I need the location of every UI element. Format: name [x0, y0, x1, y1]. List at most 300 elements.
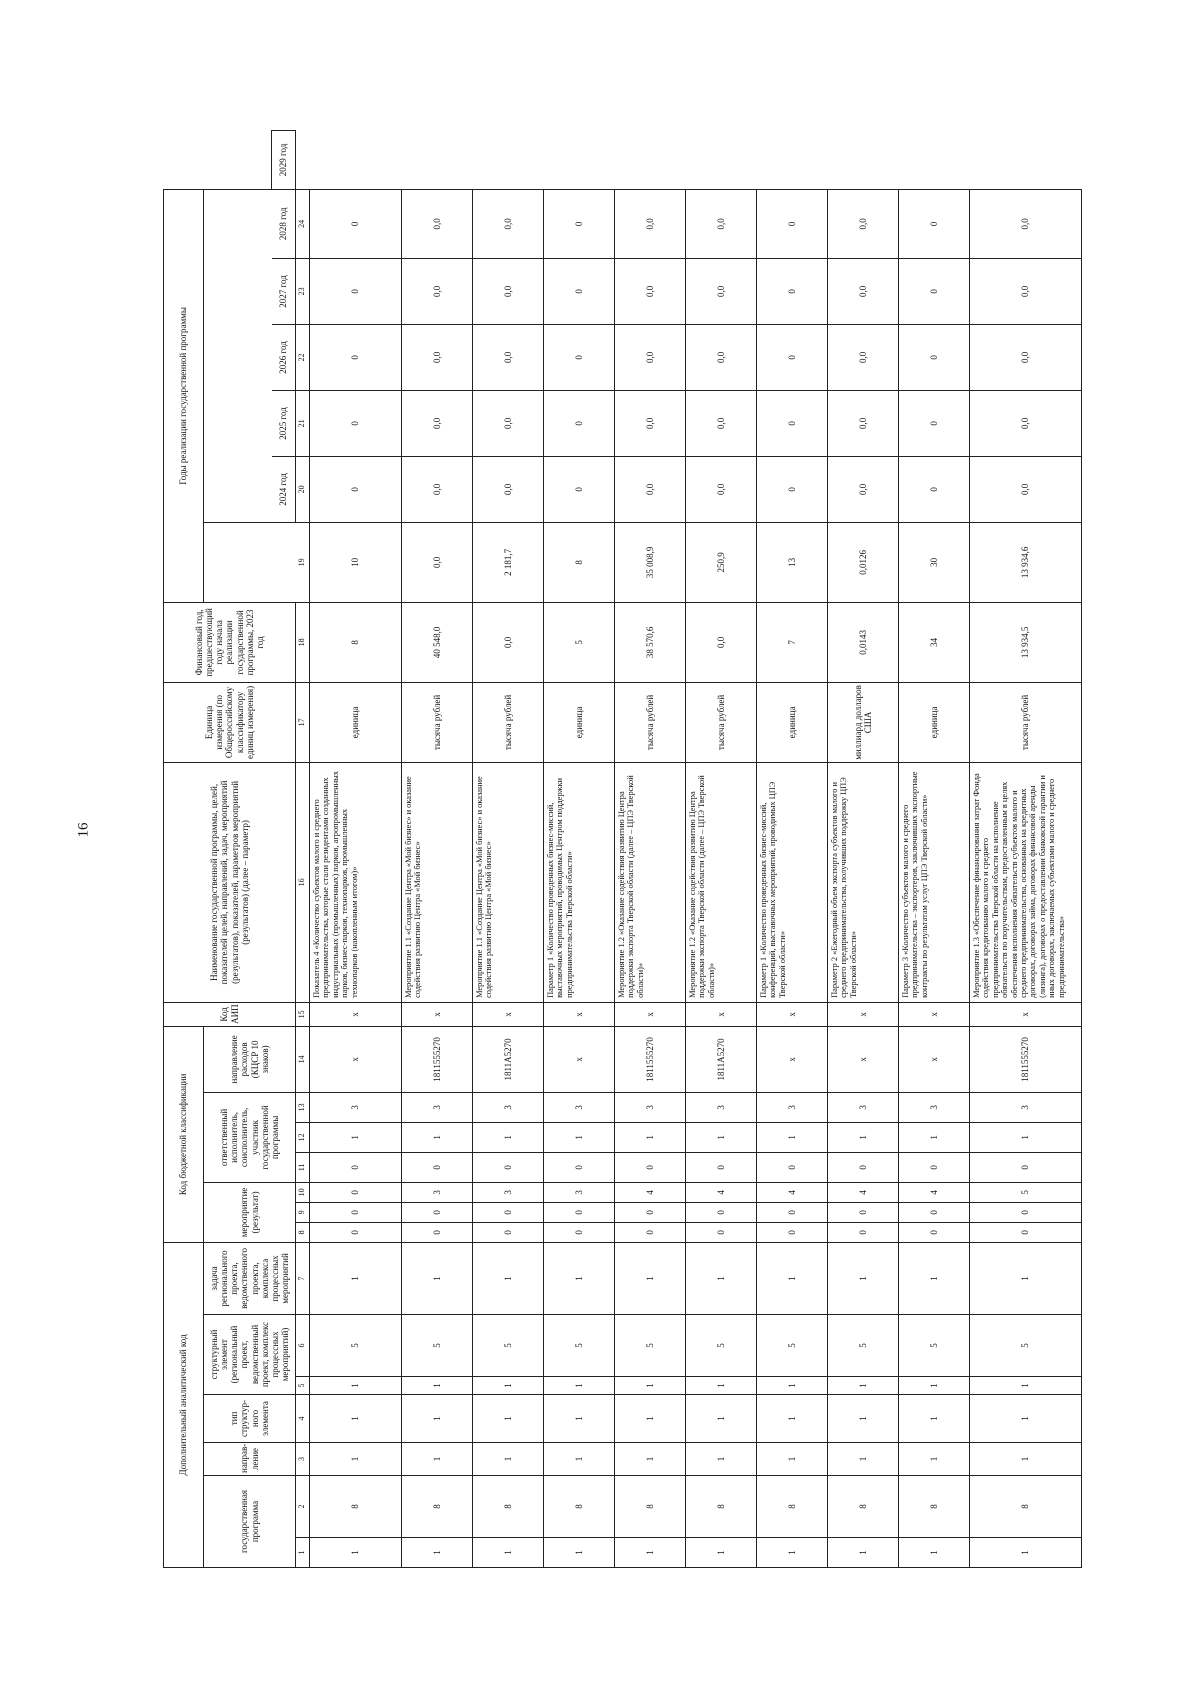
rotated-table-container [163, 130, 1066, 1568]
row-year-value: 0,0 [970, 456, 1082, 522]
code-event-2: 0 [615, 1202, 686, 1222]
header-unit: Единица измерения (по Общероссийскому классификатору единиц измерения) [164, 682, 296, 762]
row-year-value: 0,0 [615, 456, 686, 522]
code-executor-2: 1 [615, 1122, 686, 1152]
code-expense-direction: х [899, 1026, 970, 1092]
column-number: 2 [296, 1476, 310, 1538]
row-year-value: 0 [310, 324, 402, 390]
row-year-value: 0,0 [686, 189, 757, 258]
code-executor-1: 0 [757, 1152, 828, 1182]
row-fin-2023: 0,0 [686, 602, 757, 682]
code-executor-3: 3 [757, 1092, 828, 1122]
table-row [544, 131, 615, 1568]
row-year-value: 0,0 [615, 258, 686, 324]
code-executor-3: 3 [615, 1092, 686, 1122]
code-executor-1: 0 [402, 1152, 473, 1182]
code-event-3: 5 [970, 1182, 1082, 1202]
row-year-value: 0 [310, 456, 402, 522]
row-year-value: 0,0 [473, 189, 544, 258]
code-struct-element-2: 5 [402, 1315, 473, 1377]
row-year-value: 35 008,9 [615, 522, 686, 602]
row-year-value: 0 [310, 189, 402, 258]
row-year-value: 13 934,6 [970, 522, 1082, 602]
code-gos-program-2: 8 [970, 1476, 1082, 1538]
code-executor-2: 1 [473, 1122, 544, 1152]
row-name: Мероприятие 1.1 «Создание Центра «Мой бизнес» и оказание содействия развитию Центра «Мой бизнес» [473, 762, 544, 1002]
code-gos-program-2: 8 [473, 1476, 544, 1538]
code-event-2: 0 [757, 1202, 828, 1222]
column-number: 21 [296, 390, 310, 456]
row-unit: миллиард долларов США [828, 682, 899, 762]
column-number: 12 [296, 1122, 310, 1152]
code-struct-type: 1 [310, 1395, 402, 1443]
row-unit: единица [757, 682, 828, 762]
row-year-value: 0 [544, 324, 615, 390]
code-event-3: 4 [615, 1182, 686, 1202]
row-year-value: 0,0 [402, 390, 473, 456]
header-gos-program: государственная программа [204, 1476, 296, 1568]
column-number: 13 [296, 1092, 310, 1122]
code-aip: х [402, 1002, 473, 1026]
row-name: Мероприятие 1.2 «Оказание содействия развитию Центра поддержки экспорта Тверской области (далее – ЦПЭ Тверской области)» [615, 762, 686, 1002]
row-unit: единица [544, 682, 615, 762]
row-year-value: 2 181,7 [473, 522, 544, 602]
code-gos-program-2: 8 [310, 1476, 402, 1538]
code-executor-3: 3 [899, 1092, 970, 1122]
code-executor-2: 1 [544, 1122, 615, 1152]
code-expense-direction: 1811555270 [615, 1026, 686, 1092]
column-number: 7 [296, 1242, 310, 1314]
code-aip: х [757, 1002, 828, 1026]
code-event-1: 0 [899, 1222, 970, 1242]
header-year-2024: 2024 год [272, 456, 296, 522]
header-year-2025: 2025 год [272, 390, 296, 456]
code-aip: х [310, 1002, 402, 1026]
code-gos-program-1: 1 [615, 1538, 686, 1568]
column-number: 11 [296, 1152, 310, 1182]
code-aip: х [686, 1002, 757, 1026]
row-year-value: 250,9 [686, 522, 757, 602]
code-expense-direction: х [544, 1026, 615, 1092]
code-event-2: 0 [686, 1202, 757, 1222]
header-event: мероприятие (результат) [204, 1182, 296, 1242]
row-year-value: 0,0 [970, 324, 1082, 390]
row-year-value: 0,0 [686, 456, 757, 522]
code-aip: х [544, 1002, 615, 1026]
code-executor-3: 3 [473, 1092, 544, 1122]
column-number: 22 [296, 324, 310, 390]
row-name: Мероприятие 1.2 «Оказание содействия развитию Центра поддержки экспорта Тверской области (далее – ЦПЭ Тверской области)» [686, 762, 757, 1002]
row-year-value: 0 [899, 390, 970, 456]
row-year-value: 0,0 [402, 324, 473, 390]
row-fin-2023: 34 [899, 602, 970, 682]
code-event-3: 4 [828, 1182, 899, 1202]
code-struct-type: 1 [615, 1395, 686, 1443]
column-number: 6 [296, 1315, 310, 1377]
table-row [615, 131, 686, 1568]
row-year-value: 0 [310, 258, 402, 324]
code-struct-element-1: 1 [310, 1377, 402, 1395]
header-year-2029: 2029 год [272, 131, 296, 190]
row-year-value: 0,0 [615, 390, 686, 456]
code-struct-type: 1 [473, 1395, 544, 1443]
code-task: 1 [970, 1242, 1082, 1314]
row-year-value: 0,0 [970, 189, 1082, 258]
code-task: 1 [828, 1242, 899, 1314]
table-row [473, 131, 544, 1568]
code-struct-type: 1 [828, 1395, 899, 1443]
code-struct-type: 1 [544, 1395, 615, 1443]
row-year-value: 0,0 [828, 324, 899, 390]
code-executor-2: 1 [970, 1122, 1082, 1152]
code-executor-3: 3 [686, 1092, 757, 1122]
row-name: Параметр 2 «Ежегодный объем экспорта субъектов малого и среднего предпринимательства, получивших поддержку ЦПЭ Тверской области» [828, 762, 899, 1002]
code-gos-program-2: 8 [899, 1476, 970, 1538]
row-year-value: 0,0 [473, 324, 544, 390]
code-executor-2: 1 [310, 1122, 402, 1152]
header-year-2028: 2028 год [272, 189, 296, 258]
row-year-value: 0 [899, 258, 970, 324]
code-direction: 1 [828, 1443, 899, 1476]
code-task: 1 [686, 1242, 757, 1314]
code-event-1: 0 [757, 1222, 828, 1242]
row-year-value: 0,0 [473, 258, 544, 324]
row-year-value: 0 [899, 189, 970, 258]
code-task: 1 [544, 1242, 615, 1314]
header-year-2027: 2027 год [272, 258, 296, 324]
row-fin-2023: 0,0 [473, 602, 544, 682]
column-number: 24 [296, 189, 310, 258]
code-gos-program-1: 1 [970, 1538, 1082, 1568]
row-year-value: 0,0 [686, 258, 757, 324]
code-event-3: 0 [310, 1182, 402, 1202]
code-gos-program-2: 8 [544, 1476, 615, 1538]
code-struct-type: 1 [970, 1395, 1082, 1443]
code-event-2: 0 [970, 1202, 1082, 1222]
column-number: 17 [296, 682, 310, 762]
code-event-2: 0 [473, 1202, 544, 1222]
code-gos-program-2: 8 [757, 1476, 828, 1538]
row-year-value: 10 [310, 522, 402, 602]
header-expense-direction: направление расходов (КЦСР 10 знаков) [204, 1026, 296, 1092]
code-executor-1: 0 [899, 1152, 970, 1182]
code-struct-element-1: 1 [544, 1377, 615, 1395]
code-event-2: 0 [828, 1202, 899, 1222]
code-event-1: 0 [402, 1222, 473, 1242]
header-fin-year: Финансовый год, предшествующий году начала реализации государственной программы, 2023 год [164, 602, 296, 682]
code-task: 1 [899, 1242, 970, 1314]
code-task: 1 [757, 1242, 828, 1314]
code-executor-3: 3 [828, 1092, 899, 1122]
code-event-2: 0 [402, 1202, 473, 1222]
code-task: 1 [473, 1242, 544, 1314]
code-task: 1 [615, 1242, 686, 1314]
row-name: Параметр 3 «Количество субъектов малого и среднего предпринимательства – экспортеров, заключивших экспортные контракты по результатам услуг ЦПЭ Тверской области» [899, 762, 970, 1002]
header-blank [204, 522, 296, 602]
code-struct-element-2: 5 [615, 1315, 686, 1377]
code-direction: 1 [544, 1443, 615, 1476]
code-gos-program-1: 1 [828, 1538, 899, 1568]
row-unit: тысяча рублей [970, 682, 1082, 762]
column-number: 16 [296, 762, 310, 1002]
header-aip-code: Код АИП [164, 1002, 296, 1026]
code-event-1: 0 [615, 1222, 686, 1242]
program-indicators-table [163, 130, 1082, 1568]
code-executor-1: 0 [615, 1152, 686, 1182]
code-direction: 1 [970, 1443, 1082, 1476]
table-row [899, 131, 970, 1568]
row-unit: единица [310, 682, 402, 762]
code-struct-element-1: 1 [970, 1377, 1082, 1395]
code-event-1: 0 [828, 1222, 899, 1242]
code-expense-direction: 1811555270 [402, 1026, 473, 1092]
row-fin-2023: 0,0143 [828, 602, 899, 682]
row-year-value: 0 [757, 189, 828, 258]
header-struct-type: тип структур-ного элемента [204, 1395, 296, 1443]
row-name: Мероприятие 1.3 «Обеспечение финансирования затрат Фонда содействия кредитованию малого и среднего предпринимательства Тверской области на исполнение обязательств по поручительствам, предоставленным в целях обеспечения исполнения обязательств субъектов малого и среднего предпринимательства, основанных на кредитных договорах, договорах займа, договорах финансовой аренды (лизинга), договорах о предоставлении банковской гарантии и иных договорах, заключаемых субъектами малого и среднего предпринимательства» [970, 762, 1082, 1002]
header-year-2026: 2026 год [272, 324, 296, 390]
row-year-value: 0,0 [686, 390, 757, 456]
row-unit: тысяча рублей [686, 682, 757, 762]
code-gos-program-1: 1 [402, 1538, 473, 1568]
code-struct-type: 1 [686, 1395, 757, 1443]
row-fin-2023: 7 [757, 602, 828, 682]
code-struct-type: 1 [402, 1395, 473, 1443]
code-event-1: 0 [970, 1222, 1082, 1242]
code-struct-element-2: 5 [310, 1315, 402, 1377]
code-struct-element-2: 5 [899, 1315, 970, 1377]
column-number: 15 [296, 1002, 310, 1026]
code-executor-3: 3 [544, 1092, 615, 1122]
code-executor-2: 1 [686, 1122, 757, 1152]
row-year-value: 0 [544, 390, 615, 456]
row-name: Мероприятие 1.1 «Создание Центра «Мой бизнес» и оказание содействия развитию Центра «Мой бизнес» [402, 762, 473, 1002]
code-executor-1: 0 [544, 1152, 615, 1182]
code-executor-2: 1 [402, 1122, 473, 1152]
column-number: 1 [296, 1538, 310, 1568]
row-year-value: 0,0126 [828, 522, 899, 602]
header-years-group: Годы реализации государственной программы [164, 189, 204, 602]
code-struct-element-2: 5 [544, 1315, 615, 1377]
code-aip: х [473, 1002, 544, 1026]
column-number: 23 [296, 258, 310, 324]
column-number-row [296, 131, 310, 1568]
code-gos-program-1: 1 [473, 1538, 544, 1568]
row-year-value: 0,0 [686, 324, 757, 390]
code-event-3: 3 [544, 1182, 615, 1202]
row-year-value: 0,0 [402, 456, 473, 522]
row-year-value: 0,0 [402, 258, 473, 324]
row-year-value: 8 [544, 522, 615, 602]
code-gos-program-1: 1 [310, 1538, 402, 1568]
row-year-value: 0 [544, 189, 615, 258]
code-task: 1 [402, 1242, 473, 1314]
code-executor-3: 3 [310, 1092, 402, 1122]
column-number: 19 [296, 522, 310, 602]
code-executor-1: 0 [310, 1152, 402, 1182]
code-executor-3: 3 [970, 1092, 1082, 1122]
column-number: 18 [296, 602, 310, 682]
code-executor-1: 0 [970, 1152, 1082, 1182]
code-event-1: 0 [473, 1222, 544, 1242]
code-gos-program-1: 1 [686, 1538, 757, 1568]
code-gos-program-2: 8 [402, 1476, 473, 1538]
row-unit: тысяча рублей [473, 682, 544, 762]
code-expense-direction: х [757, 1026, 828, 1092]
code-gos-program-1: 1 [757, 1538, 828, 1568]
row-name: Показатель 4 «Количество субъектов малого и среднего предпринимательства, которые стали резидентами созданных индустриальных (промышленных) парков, агропромышленных парков, бизнес-парков, технопарков, промышленных технопарков (накопленным итогом)» [310, 762, 402, 1002]
table-row [970, 131, 1082, 1568]
code-gos-program-2: 8 [828, 1476, 899, 1538]
code-struct-element-2: 5 [757, 1315, 828, 1377]
code-event-1: 0 [686, 1222, 757, 1242]
row-year-value: 0,0 [473, 456, 544, 522]
row-unit: тысяча рублей [402, 682, 473, 762]
code-direction: 1 [402, 1443, 473, 1476]
row-year-value: 0 [544, 258, 615, 324]
code-executor-2: 1 [899, 1122, 970, 1152]
row-year-value: 0,0 [615, 189, 686, 258]
column-number: 3 [296, 1443, 310, 1476]
code-executor-2: 1 [757, 1122, 828, 1152]
code-expense-direction: 1811А5270 [686, 1026, 757, 1092]
row-year-value: 0,0 [473, 390, 544, 456]
header-budget-code: Код бюджетной классификации [164, 1026, 204, 1242]
table-row [757, 131, 828, 1568]
header-struct-element: структурный элемент (региональный проект, ведомственный проект, комплекс процессных мероприятий) [204, 1315, 296, 1395]
code-direction: 1 [473, 1443, 544, 1476]
row-year-value: 0 [899, 324, 970, 390]
row-year-value: 0,0 [970, 258, 1082, 324]
column-number: 8 [296, 1222, 310, 1242]
column-number: 20 [296, 456, 310, 522]
code-event-1: 0 [310, 1222, 402, 1242]
code-executor-3: 3 [402, 1092, 473, 1122]
code-struct-element-2: 5 [828, 1315, 899, 1377]
table-row [828, 131, 899, 1568]
row-year-value: 0 [757, 258, 828, 324]
code-direction: 1 [686, 1443, 757, 1476]
table-row [686, 131, 757, 1568]
code-executor-1: 0 [473, 1152, 544, 1182]
code-expense-direction: 1811А5270 [473, 1026, 544, 1092]
table-row [402, 131, 473, 1568]
code-struct-element-2: 5 [686, 1315, 757, 1377]
table-body [310, 131, 1082, 1568]
row-year-value: 0 [544, 456, 615, 522]
code-gos-program-1: 1 [544, 1538, 615, 1568]
row-name: Параметр 1 «Количество проведенных бизнес-миссий, выставочных мероприятий, проводимых Центром поддержки предпринимательства Тверской области» [544, 762, 615, 1002]
row-year-value: 0,0 [970, 390, 1082, 456]
header-executor: ответственный исполнитель, соисполнитель, участник государственной программы [204, 1092, 296, 1182]
code-struct-element-1: 1 [473, 1377, 544, 1395]
column-number: 14 [296, 1026, 310, 1092]
code-struct-element-1: 1 [615, 1377, 686, 1395]
table-row [310, 131, 402, 1568]
header-direction: направ-ление [204, 1443, 296, 1476]
header-additional-code: Дополнительный аналитический код [164, 1242, 204, 1567]
code-gos-program-2: 8 [686, 1476, 757, 1538]
row-fin-2023: 40 548,0 [402, 602, 473, 682]
row-year-value: 0,0 [402, 189, 473, 258]
code-struct-type: 1 [757, 1395, 828, 1443]
row-year-value: 30 [899, 522, 970, 602]
code-struct-type: 1 [899, 1395, 970, 1443]
row-year-value: 0 [899, 456, 970, 522]
header-task: задача регионального проекта, ведомственного проекта, комплекса процессных мероприятий [204, 1242, 296, 1314]
column-number: 9 [296, 1202, 310, 1222]
code-expense-direction: х [828, 1026, 899, 1092]
row-unit: тысяча рублей [615, 682, 686, 762]
row-year-value: 0 [757, 324, 828, 390]
row-year-value: 13 [757, 522, 828, 602]
code-executor-2: 1 [828, 1122, 899, 1152]
code-event-2: 0 [310, 1202, 402, 1222]
code-gos-program-2: 8 [615, 1476, 686, 1538]
row-year-value: 0 [757, 390, 828, 456]
row-year-value: 0,0 [402, 522, 473, 602]
code-expense-direction: 1811555270 [970, 1026, 1082, 1092]
code-direction: 1 [757, 1443, 828, 1476]
code-gos-program-1: 1 [899, 1538, 970, 1568]
code-event-1: 0 [544, 1222, 615, 1242]
row-fin-2023: 13 934,5 [970, 602, 1082, 682]
row-year-value: 0 [757, 456, 828, 522]
code-event-3: 4 [899, 1182, 970, 1202]
code-executor-1: 0 [686, 1152, 757, 1182]
header-blank-years [204, 189, 272, 522]
code-event-3: 3 [402, 1182, 473, 1202]
code-event-3: 3 [473, 1182, 544, 1202]
code-struct-element-1: 1 [402, 1377, 473, 1395]
row-unit: единица [899, 682, 970, 762]
code-event-2: 0 [899, 1202, 970, 1222]
column-number: 4 [296, 1395, 310, 1443]
code-task: 1 [310, 1242, 402, 1314]
code-expense-direction: х [310, 1026, 402, 1092]
row-fin-2023: 5 [544, 602, 615, 682]
code-event-3: 4 [686, 1182, 757, 1202]
page-number: 16 [75, 822, 92, 838]
row-year-value: 0,0 [828, 189, 899, 258]
code-aip: х [615, 1002, 686, 1026]
header-name: Наименование государственной программы, целей, показателей целей, направлений, задач, мероприятий (результатов), показателей, параметров мероприятий (результатов) (далее – параметр) [164, 762, 296, 1002]
code-direction: 1 [899, 1443, 970, 1476]
code-direction: 1 [615, 1443, 686, 1476]
code-aip: х [828, 1002, 899, 1026]
row-year-value: 0,0 [828, 258, 899, 324]
code-struct-element-1: 1 [686, 1377, 757, 1395]
code-event-2: 0 [544, 1202, 615, 1222]
code-struct-element-1: 1 [757, 1377, 828, 1395]
code-aip: х [970, 1002, 1082, 1026]
code-aip: х [899, 1002, 970, 1026]
row-year-value: 0,0 [828, 390, 899, 456]
code-event-3: 4 [757, 1182, 828, 1202]
row-fin-2023: 8 [310, 602, 402, 682]
code-struct-element-1: 1 [828, 1377, 899, 1395]
code-struct-element-2: 5 [473, 1315, 544, 1377]
row-year-value: 0,0 [828, 456, 899, 522]
row-year-value: 0 [310, 390, 402, 456]
row-fin-2023: 38 570,6 [615, 602, 686, 682]
column-number: 5 [296, 1377, 310, 1395]
row-name: Параметр 1 «Количество проведенных бизнес-миссий, конференций, выставочных мероприятий, проводимых ЦПЭ Тверской области» [757, 762, 828, 1002]
column-number: 10 [296, 1182, 310, 1202]
code-direction: 1 [310, 1443, 402, 1476]
code-struct-element-2: 5 [970, 1315, 1082, 1377]
code-executor-1: 0 [828, 1152, 899, 1182]
